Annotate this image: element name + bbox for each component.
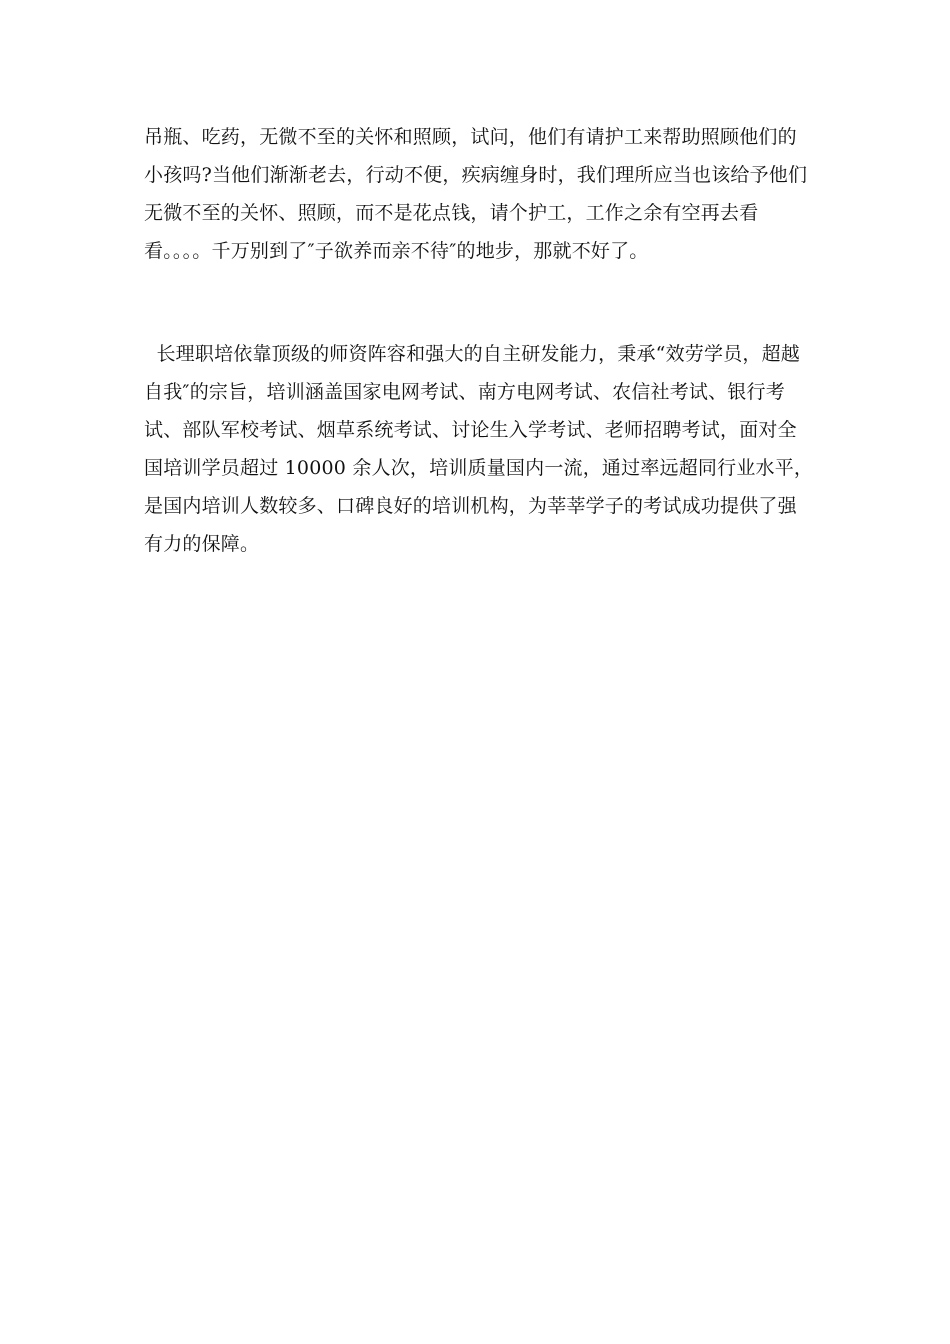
text-line: 无微不至的关怀、照顾，而不是花点钱，请个护工，工作之余有空再去看 — [144, 202, 759, 224]
text-line: 国培训学员超过 10000 余人次，培训质量国内一流，通过率远超同行业水平， — [144, 457, 814, 479]
text-line: 看。。。。千万别到了″子欲养而亲不待″的地步，那就不好了。 — [144, 240, 649, 262]
text-line: 试、部队军校考试、烟草系统考试、讨论生入学考试、老师招聘考试，面对全 — [144, 419, 797, 441]
text-line: 自我″的宗旨，培训涵盖国家电网考试、南方电网考试、农信社考试、银行考 — [144, 381, 785, 403]
text-line: 有力的保障。 — [144, 533, 260, 555]
text-line: 是国内培训人数较多、口碑良好的培训机构，为莘莘学子的考试成功提供了强 — [144, 495, 797, 517]
text-line: 长理职培依靠顶级的师资阵容和强大的自主研发能力，秉承“效劳学员，超越 — [144, 343, 800, 365]
text-line: 小孩吗?当他们渐渐老去，行动不便，疾病缠身时，我们理所应当也该给予他们 — [144, 164, 808, 186]
paragraph-training-ad — [144, 335, 816, 563]
paragraph-caregiving — [144, 118, 816, 270]
text-line: 吊瓶、吃药，无微不至的关怀和照顾，试问，他们有请护工来帮助照顾他们的 — [144, 126, 797, 148]
